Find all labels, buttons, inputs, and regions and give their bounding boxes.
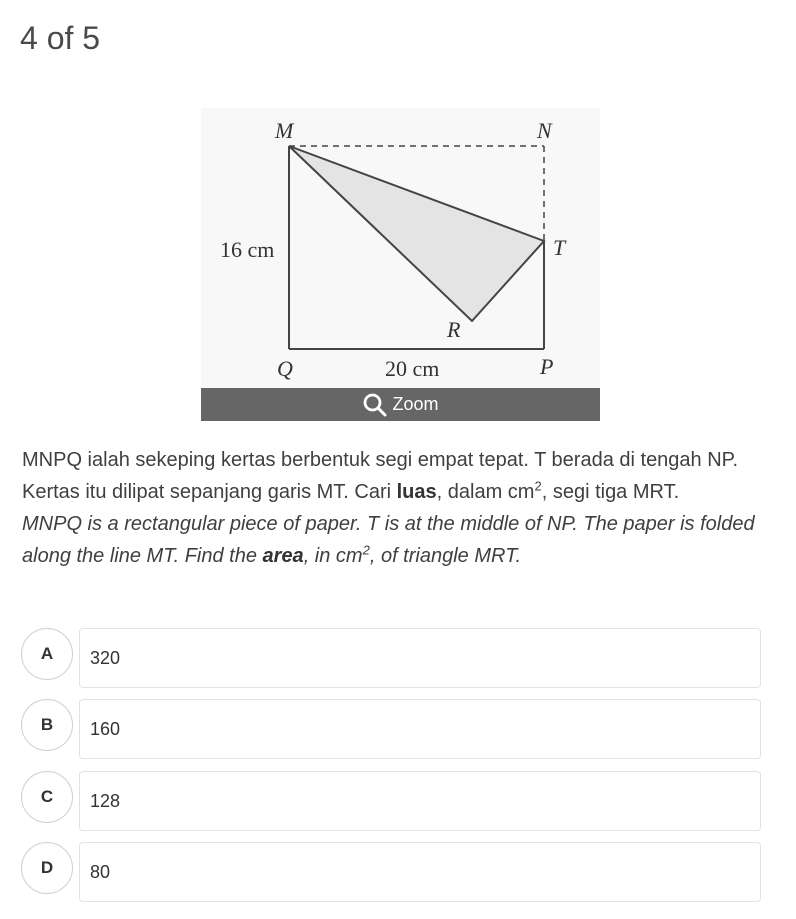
question-english: MNPQ is a rectangular piece of paper. T is at the middle of NP. The paper is folded along the line MT. Find the area, in $cm^2$, of triangle MRT. bbox=[22, 513, 755, 567]
option-value: 80 bbox=[90, 861, 111, 882]
question-malay: MNPQ ialah sekeping kertas berbentuk segi empat tepat. T berada di tengah NP. Kertas itu dilipat sepanjang garis MT. Cari luas, dalam $cm^2$, segi tiga MRT. bbox=[22, 449, 738, 503]
zoom-button[interactable] bbox=[201, 388, 600, 421]
option-a[interactable] bbox=[21, 628, 761, 688]
rectangle-fold-diagram bbox=[201, 108, 600, 388]
option-box[interactable] bbox=[79, 771, 761, 831]
option-value: 320 bbox=[90, 647, 121, 668]
question-figure bbox=[201, 108, 600, 388]
option-letter: D bbox=[21, 842, 73, 894]
label-20cm: 20 cm bbox=[385, 356, 440, 381]
option-box[interactable] bbox=[79, 628, 761, 688]
option-b[interactable] bbox=[21, 699, 761, 759]
label-n: N bbox=[537, 118, 552, 143]
option-letter: B bbox=[21, 699, 73, 751]
triangle-mrt bbox=[289, 146, 544, 321]
label-m: M bbox=[275, 118, 294, 143]
option-value: 128 bbox=[90, 790, 121, 811]
zoom-label: Zoom bbox=[392, 394, 439, 414]
option-letter: C bbox=[21, 771, 73, 823]
option-d[interactable] bbox=[21, 842, 761, 902]
label-p: P bbox=[540, 354, 554, 379]
label-q: Q bbox=[277, 356, 293, 381]
label-t: T bbox=[553, 235, 566, 260]
option-c[interactable] bbox=[21, 771, 761, 831]
option-letter: A bbox=[21, 628, 73, 680]
question-counter: 4 of 5 bbox=[20, 20, 101, 56]
label-r: R bbox=[447, 317, 461, 342]
option-box[interactable] bbox=[79, 699, 761, 759]
question-text bbox=[22, 444, 788, 572]
option-box[interactable] bbox=[79, 842, 761, 902]
label-16cm: 16 cm bbox=[220, 237, 275, 262]
magnifier-icon bbox=[362, 392, 388, 418]
option-value: 160 bbox=[90, 718, 121, 739]
